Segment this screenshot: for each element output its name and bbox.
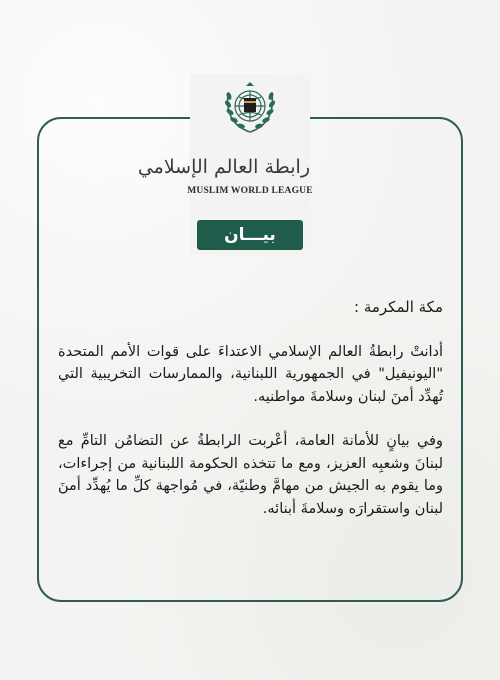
mwl-emblem-icon	[220, 76, 280, 136]
statement-location: مكة المكرمة :	[354, 298, 443, 316]
org-name-arabic: رابطة العالم الإسلامي	[137, 156, 310, 178]
statement-badge: بيـــان	[197, 220, 303, 250]
org-name-english: MUSLIM WORLD LEAGUE	[187, 186, 313, 196]
statement-body	[58, 296, 443, 520]
statement-paragraph-2: وفي بيانٍ للأمانة العامة، أعْربت الرابطةُ عن التضامُن التامِّ مع لبنانَ وشعبِه العزيز، ومع ما تتخذه الحكومة اللبنانية من إجراءات، وما يقوم به الجيش من مهامَّ وطنيّة، في مُواجهة كلِّ ما يُهدِّد أمنَ لبنان واستقرارَه وسلامةَ أبنائه.	[58, 433, 443, 517]
statement-paragraph-1: أدانتْ رابطةُ العالم الإسلامي الاعتداءَ على قوات الأمم المتحدة "اليونيفيل" في الجمهورية اللبنانية، والممارسات التخريبية التي تُهدِّد أمنَ لبنان وسلامةَ مواطنيه.	[58, 343, 443, 405]
